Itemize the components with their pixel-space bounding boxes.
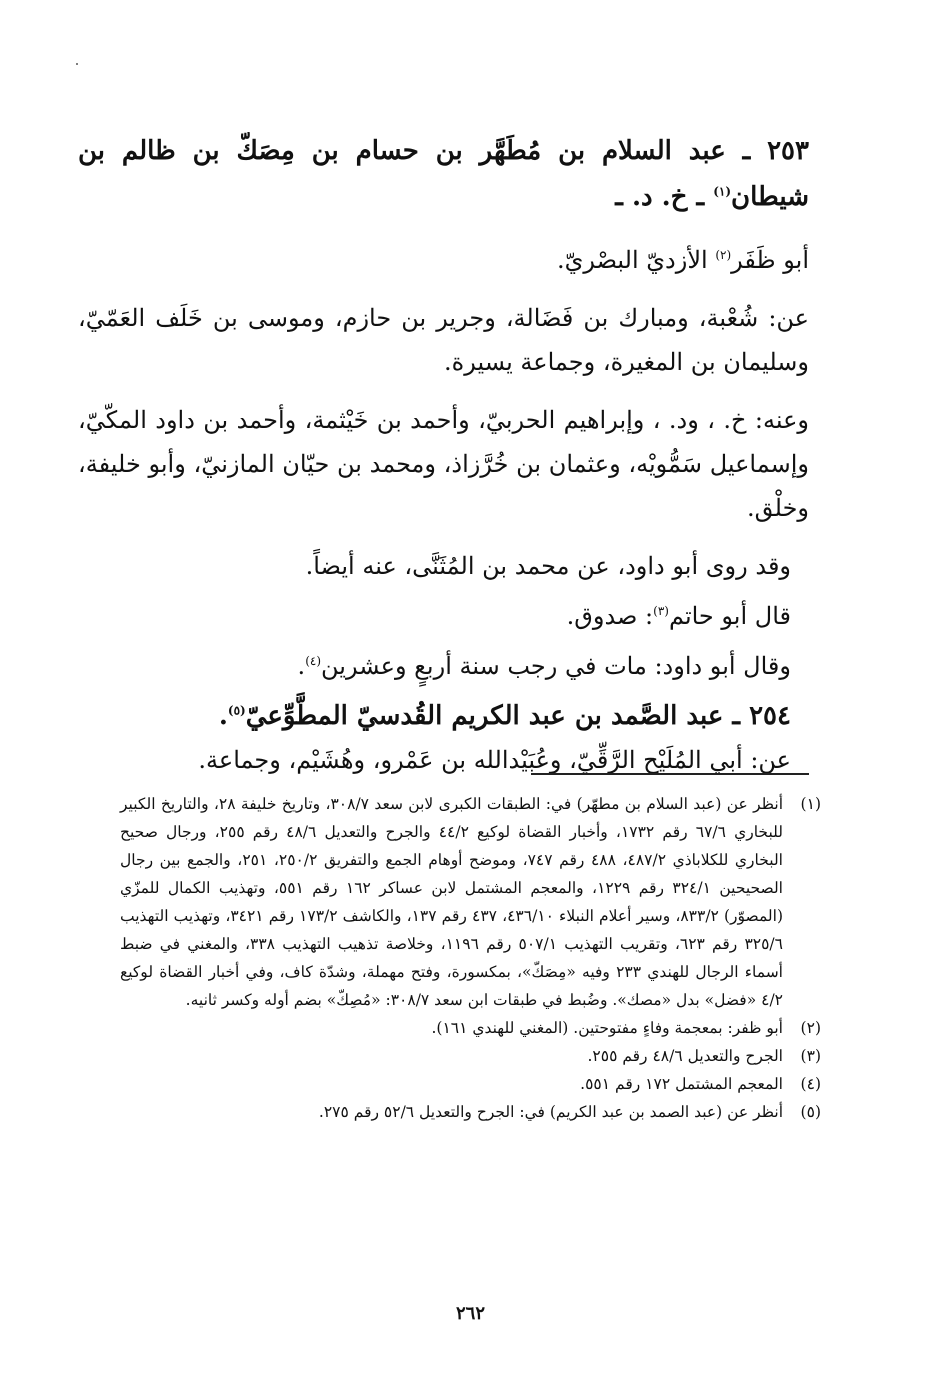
footnote-number: (٥): [800, 1103, 821, 1121]
footnote-text: أبو ظفر: بمعجمة وفاءٍ مفتوحتين. (المغني للهندي ١٦١).: [431, 1019, 783, 1037]
entry-253-heading: [78, 128, 809, 220]
footnotes: [120, 790, 821, 1126]
footnote-ref-1[interactable]: (١): [713, 184, 732, 199]
footnote-number: (٣): [800, 1047, 821, 1065]
footnote-number: (١): [800, 795, 821, 813]
footnote-1: [120, 790, 821, 1014]
footnote-text: أنظر عن (عبد الصمد بن عبد الكريم) في: الجرح والتعديل ٥٢/٦ رقم ٢٧٥.: [318, 1103, 783, 1121]
entry-254-title: ٢٥٤ ـ عبد الصَّمد بن عبد الكريم القُدسيّ المطَّوِّعيّ: [245, 701, 791, 731]
entry-254-heading: [78, 694, 809, 738]
footnote-2: [120, 1014, 821, 1042]
entry-253-title: ٢٥٣ ـ عبد السلام بن مُطَهَّر بن حسام بن مِصَكّ بن ظالم بن شيطان: [78, 136, 809, 212]
line-2-text: قال أبو حاتم: [668, 602, 791, 630]
footnote-number: (٢): [800, 1019, 821, 1037]
footnote-ref-3[interactable]: (٣): [653, 604, 669, 618]
entry-253-title-tail: ـ خ. د. ـ: [615, 182, 714, 212]
entry-253-kunya: [78, 238, 809, 282]
footnote-text: أنظر عن (عبد السلام بن مطهّر) في: الطبقات الكبرى لابن سعد ٣٠٨/٧، وتاريخ خليفة ٢٨، والتاريخ الكبير للبخاري ٦٧/٦ رقم ١٧٣٢، وأخبار القضاة لوكيع ٤٤/٢ والجرح والتعديل ٤٨/٦ رقم ٢٥٥، ورجال صحيح البخاري للكلاباذي ٤٨٧/٢، ٤٨٨ رقم ٧٤٧، وموضح أوهام الجمع والتفريق ٢٥٠/٢، ٢٥١، والجمع بين رجال الصحيحين ٣٢٤/١ رقم ١٢٢٩، والمعجم المشتمل لابن عساكر ١٦٢ رقم ٥٥١، وتهذيب الكمال للمزّي (المصوّر) ٨٣٣/٢، وسير أعلام النبلاء ٤٣٦/١٠، ٤٣٧ رقم ١٣٧، والكاشف ١٧٣/٢ رقم ٣٤٢١، وتهذيب التهذيب ٣٢٥/٦ رقم ٦٢٣، وتقريب التهذيب ٥٠٧/١ رقم ١١٩٦، وخلاصة تذهيب التهذيب ٣٣٨، والمغني في ضبط أسماء الرجال للهندي ٢٣٣ وفيه «مِصَكّ»، بمكسورة، وفتح مهملة، وشدّة كاف، وفي أخبار القضاة لوكيع ٤/٢ «فضل» بدل «مصك». وضُبط في طبقات ابن سعد ٣٠٨/٧: «مُصِكّ» بضم أوله وكسر ثانيه.: [120, 795, 784, 1009]
kunya-name: أبو ظَفَر: [731, 246, 809, 274]
footnote-3: [120, 1042, 821, 1070]
main-text: [78, 128, 809, 782]
line-2-text-end: : صدوق.: [566, 602, 654, 630]
footnote-text: الجرح والتعديل ٤٨/٦ رقم ٢٥٥.: [587, 1047, 783, 1065]
footnote-5: [120, 1098, 821, 1126]
footnote-ref-4[interactable]: (٤): [305, 654, 322, 668]
footnote-text: المعجم المشتمل ١٧٢ رقم ٥٥١.: [580, 1075, 783, 1093]
footnote-number: (٤): [800, 1075, 821, 1093]
footnote-separator: [531, 773, 809, 775]
footnote-ref-2[interactable]: (٢): [715, 248, 732, 262]
page-number: ٢٦٢: [455, 1303, 485, 1324]
line-3-text-end: .: [297, 652, 306, 680]
entry-254-title-tail: .: [218, 701, 228, 731]
entry-254-teachers: عن: أبي المُلَيْح الرَّقِّيّ، وعُبَيْدالله بن عَمْرو، وهُشَيْم، وجماعة.: [198, 746, 791, 774]
line-3-text: وقال أبو داود: مات في رجب سنة أربعٍ وعشرين: [321, 652, 791, 680]
footnote-4: [120, 1070, 821, 1098]
nisba: الأزديّ البصْريّ.: [556, 246, 716, 274]
entry-253-line-1: وقد روى أبو داود، عن محمد بن المُثَنَّى، عنه أيضاً.: [305, 552, 791, 580]
entry-253-students: وعنه: خ. ، ود. ، وإبراهيم الحربيّ، وأحمد بن خَيْثمة، وأحمد بن داود المكّيّ، وإسماعيل سَمُّويْه، وعثمان بن خُرَّزاذ، ومحمد بن حيّان المازنيّ، وأبو خليفة، وخلْق.: [78, 406, 809, 522]
entry-253-teachers: عن: شُعْبة، ومبارك بن فَضَالة، وجرير بن حازم، وموسى بن خَلَف العَمّيّ، وسليمان بن المغيرة، وجماعة يسيرة.: [78, 304, 809, 376]
entry-253-line-2: [78, 594, 809, 638]
entry-253-line-3: [78, 644, 809, 688]
page-speck: [76, 63, 78, 65]
footnote-ref-5[interactable]: (٥): [227, 703, 246, 718]
